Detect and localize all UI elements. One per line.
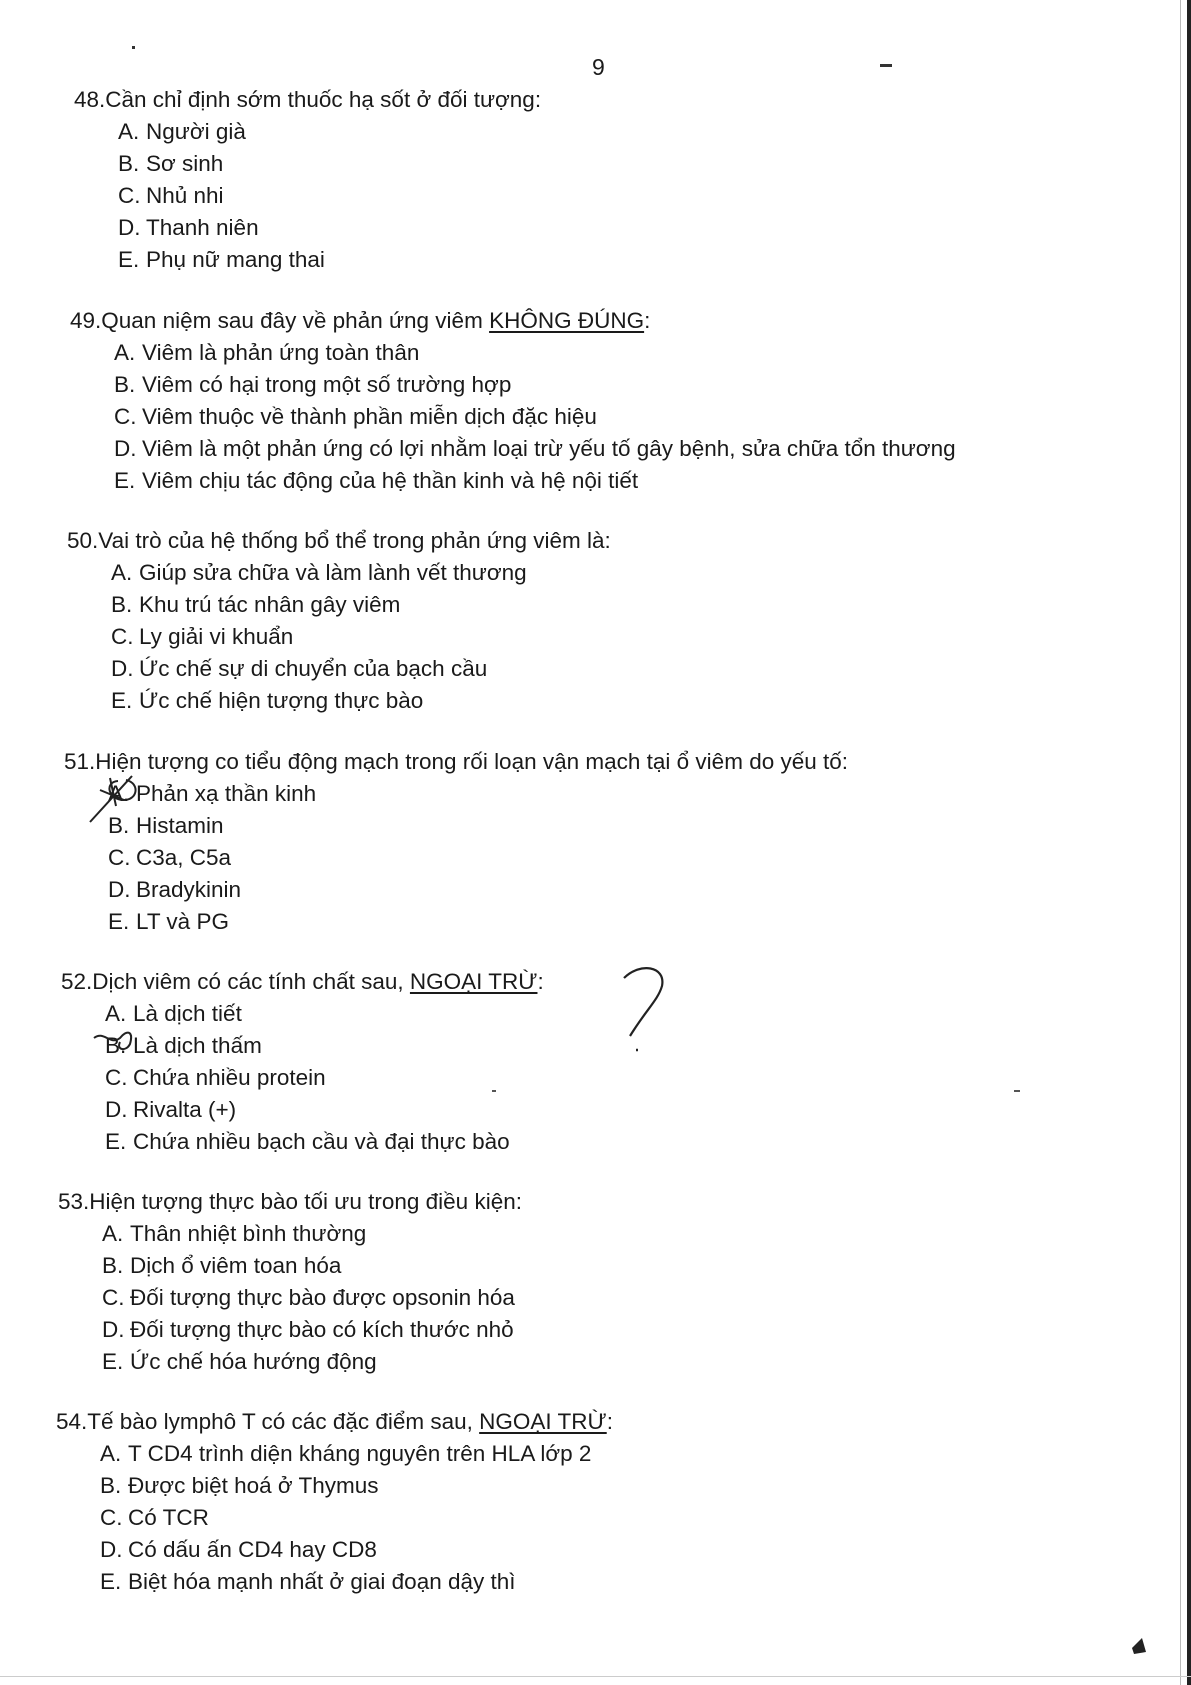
question-text: Cần chỉ định sớm thuốc hạ sốt ở đối tượng:	[105, 87, 542, 112]
option-letter: E.	[100, 1569, 122, 1594]
option-letter: D.	[108, 877, 131, 902]
answer-option	[64, 874, 848, 906]
scan-edge	[1187, 0, 1191, 1685]
option-text: Rivalta (+)	[133, 1097, 237, 1122]
pen-question-mark-52	[624, 968, 662, 1036]
answer-option	[70, 369, 956, 401]
question-number: 50.	[67, 528, 99, 553]
question-stem	[74, 84, 541, 116]
answer-option	[61, 1030, 544, 1062]
option-text: Phản xạ thần kinh	[136, 781, 317, 806]
option-letter: B.	[111, 592, 133, 617]
answer-option	[74, 212, 541, 244]
answer-option	[67, 589, 611, 621]
option-letter: C.	[108, 845, 131, 870]
option-text: Là dịch thấm	[133, 1033, 262, 1058]
option-letter: C.	[118, 183, 141, 208]
option-letter: D.	[100, 1537, 123, 1562]
question-tail: :	[537, 969, 544, 994]
option-letter: C.	[102, 1285, 125, 1310]
question-stem	[56, 1406, 613, 1438]
answer-option	[56, 1534, 613, 1566]
option-text: Là dịch tiết	[133, 1001, 242, 1026]
option-letter: C.	[100, 1505, 123, 1530]
answer-option	[56, 1502, 613, 1534]
option-text: C3a, C5a	[136, 845, 232, 870]
option-text: Phụ nữ mang thai	[146, 247, 325, 272]
option-text: Viêm chịu tác động của hệ thần kinh và hệ nội tiết	[142, 468, 639, 493]
question-stem	[70, 305, 956, 337]
answer-option	[70, 433, 956, 465]
answer-option	[61, 1094, 544, 1126]
page-number: 9	[592, 54, 605, 80]
option-text: Có dấu ấn CD4 hay CD8	[128, 1537, 377, 1562]
option-text: Viêm thuộc về thành phần miễn dịch đặc hiệu	[142, 404, 597, 429]
question-tail: :	[606, 1409, 613, 1434]
option-text: Chứa nhiều protein	[133, 1065, 326, 1090]
scan-edge-inner	[1180, 0, 1181, 1685]
option-text: Đối tượng thực bào có kích thước nhỏ	[130, 1317, 514, 1342]
question-number: 53.	[58, 1189, 90, 1214]
option-letter: E.	[111, 688, 133, 713]
option-letter: D.	[111, 656, 134, 681]
option-letter: D.	[105, 1097, 128, 1122]
question-number: 51.	[64, 749, 96, 774]
question-text: Dịch viêm có các tính chất sau,	[92, 969, 410, 994]
option-letter: E.	[118, 247, 140, 272]
question-emphasis: KHÔNG ĐÚNG	[489, 308, 645, 333]
question-text: Tế bào lymphô T có các đặc điểm sau,	[87, 1409, 480, 1434]
question-49	[70, 305, 956, 497]
answer-option	[74, 148, 541, 180]
answer-option	[70, 337, 956, 369]
option-text: Nhủ nhi	[146, 183, 224, 208]
question-emphasis: NGOẠI TRỪ	[409, 969, 538, 994]
answer-option	[56, 1566, 613, 1598]
option-letter: A.	[111, 560, 133, 585]
answer-option	[58, 1282, 522, 1314]
option-text: Chứa nhiều bạch cầu và đại thực bào	[133, 1129, 510, 1154]
answer-option	[67, 685, 611, 717]
option-letter: E.	[114, 468, 136, 493]
option-text: Viêm là phản ứng toàn thân	[142, 340, 420, 365]
question-text: Hiện tượng thực bào tối ưu trong điều kiện:	[89, 1189, 522, 1214]
answer-option	[67, 653, 611, 685]
option-letter: A.	[118, 119, 140, 144]
option-letter: B.	[108, 813, 130, 838]
option-text: Ức chế hóa hướng động	[130, 1349, 377, 1374]
answer-option	[74, 244, 541, 276]
option-text: Biệt hóa mạnh nhất ở giai đoạn dậy thì	[128, 1569, 516, 1594]
answer-option	[58, 1250, 522, 1282]
option-text: Sơ sinh	[146, 151, 224, 176]
question-stem	[58, 1186, 522, 1218]
answer-option	[64, 842, 848, 874]
option-text: Người già	[146, 119, 246, 144]
answer-option	[61, 1062, 544, 1094]
question-text: Quan niệm sau đây về phản ứng viêm	[101, 308, 490, 333]
answer-option	[58, 1218, 522, 1250]
answer-option	[64, 810, 848, 842]
answer-option	[64, 906, 848, 938]
option-text: Thanh niên	[146, 215, 259, 240]
answer-option	[64, 778, 848, 810]
option-letter: B.	[102, 1253, 124, 1278]
question-stem	[64, 746, 848, 778]
option-text: Được biệt hoá ở Thymus	[128, 1473, 379, 1498]
question-stem	[61, 966, 544, 998]
answer-option	[67, 557, 611, 589]
option-letter: A.	[105, 1001, 127, 1026]
answer-option	[56, 1438, 613, 1470]
answer-option	[74, 116, 541, 148]
question-53	[58, 1186, 522, 1378]
option-text: LT và PG	[136, 909, 229, 934]
option-text: Thân nhiệt bình thường	[130, 1221, 367, 1246]
option-letter: E.	[102, 1349, 124, 1374]
option-letter: D.	[114, 436, 137, 461]
option-text: Có TCR	[128, 1505, 209, 1530]
option-text: Viêm có hại trong một số trường hợp	[142, 372, 512, 397]
question-stem	[67, 525, 611, 557]
answer-option	[61, 1126, 544, 1158]
option-text: Bradykinin	[136, 877, 242, 902]
question-number: 54.	[56, 1409, 88, 1434]
answer-option	[58, 1346, 522, 1378]
answer-option	[56, 1470, 613, 1502]
answer-option	[74, 180, 541, 212]
question-text: Vai trò của hệ thống bổ thể trong phản ứng viêm là:	[98, 528, 611, 553]
option-letter: E.	[105, 1129, 127, 1154]
option-letter: A.	[108, 781, 130, 806]
question-number: 49.	[70, 308, 102, 333]
question-48	[74, 84, 541, 276]
answer-option	[67, 621, 611, 653]
answer-option	[70, 401, 956, 433]
question-52	[61, 966, 544, 1158]
pen-mark-corner	[1132, 1638, 1146, 1654]
option-text: Viêm là một phản ứng có lợi nhằm loại trừ yếu tố gây bệnh, sửa chữa tổn thương	[142, 436, 956, 461]
option-text: Đối tượng thực bào được opsonin hóa	[130, 1285, 515, 1310]
option-text: Ly giải vi khuẩn	[139, 624, 294, 649]
option-text: Histamin	[136, 813, 224, 838]
option-text: Ức chế hiện tượng thực bào	[139, 688, 424, 713]
option-letter: C.	[114, 404, 137, 429]
option-letter: A.	[114, 340, 136, 365]
option-text: Giúp sửa chữa và làm lành vết thương	[139, 560, 527, 585]
option-text: Ức chế sự di chuyển của bạch cầu	[139, 656, 488, 681]
option-letter: C.	[105, 1065, 128, 1090]
answer-option	[58, 1314, 522, 1346]
scan-bottom-rule	[0, 1676, 1191, 1677]
option-letter: E.	[108, 909, 130, 934]
question-51	[64, 746, 848, 938]
option-letter: B.	[114, 372, 136, 397]
option-letter: D.	[118, 215, 141, 240]
question-number: 48.	[74, 87, 106, 112]
option-text: Dịch ổ viêm toan hóa	[130, 1253, 342, 1278]
question-emphasis: NGOẠI TRỪ	[479, 1409, 607, 1434]
option-letter: A.	[102, 1221, 124, 1246]
question-tail: :	[644, 308, 651, 333]
option-text: T CD4 trình diện kháng nguyên trên HLA lớp 2	[128, 1441, 592, 1466]
option-letter: B.	[105, 1033, 127, 1058]
option-letter: B.	[118, 151, 140, 176]
option-letter: A.	[100, 1441, 122, 1466]
option-letter: D.	[102, 1317, 125, 1342]
question-50	[67, 525, 611, 717]
question-text: Hiện tượng co tiểu động mạch trong rối loạn vận mạch tại ổ viêm do yếu tố:	[95, 749, 849, 774]
answer-option	[70, 465, 956, 497]
question-number: 52.	[61, 969, 93, 994]
option-letter: B.	[100, 1473, 122, 1498]
option-text: Khu trú tác nhân gây viêm	[139, 592, 401, 617]
question-54	[56, 1406, 613, 1598]
option-letter: C.	[111, 624, 134, 649]
answer-option	[61, 998, 544, 1030]
